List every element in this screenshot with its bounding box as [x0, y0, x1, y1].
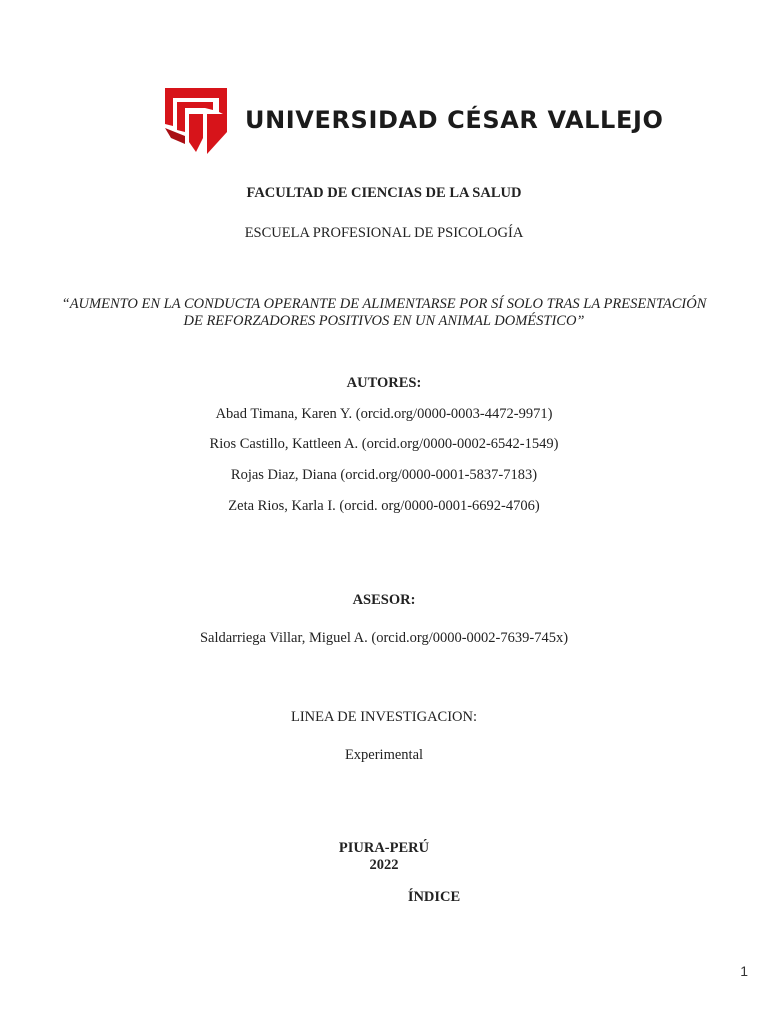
author-item: Abad Timana, Karen Y. (orcid.org/0000-0003-4472-9971) — [215, 406, 553, 422]
faculty-name: FACULTAD DE CIENCIAS DE LA SALUD — [246, 185, 522, 201]
page-number: 1 — [740, 963, 748, 979]
place: PIURA-PERÚ — [338, 840, 430, 856]
index-heading: ÍNDICE — [407, 889, 461, 905]
thesis-title-line-1: “AUMENTO EN LA CONDUCTA OPERANTE DE ALIMENTARSE POR SÍ SOLO TRAS LA PRESENTACIÓN — [61, 296, 707, 312]
year: 2022 — [369, 857, 399, 873]
author-item: Zeta Rios, Karla I. (orcid. org/0000-0001-6692-4706) — [228, 498, 540, 514]
author-item: Rojas Diaz, Diana (orcid.org/0000-0001-5837-7183) — [230, 467, 538, 483]
research-line-value: Experimental — [344, 747, 424, 763]
advisor-heading: ASESOR: — [352, 592, 416, 608]
university-shield-icon — [163, 86, 231, 154]
research-line-heading: LINEA DE INVESTIGACION: — [290, 709, 478, 725]
university-name: UNIVERSIDAD CÉSAR VALLEJO — [245, 106, 664, 134]
thesis-title-line-2: DE REFORZADORES POSITIVOS EN UN ANIMAL DOMÉSTICO” — [183, 313, 585, 329]
school-name: ESCUELA PROFESIONAL DE PSICOLOGÍA — [244, 225, 524, 241]
university-logo — [163, 86, 664, 154]
authors-heading: AUTORES: — [346, 375, 422, 391]
author-item: Rios Castillo, Kattleen A. (orcid.org/0000-0002-6542-1549) — [209, 436, 559, 452]
advisor-name: Saldarriega Villar, Miguel A. (orcid.org/0000-0002-7639-745x) — [199, 630, 569, 646]
